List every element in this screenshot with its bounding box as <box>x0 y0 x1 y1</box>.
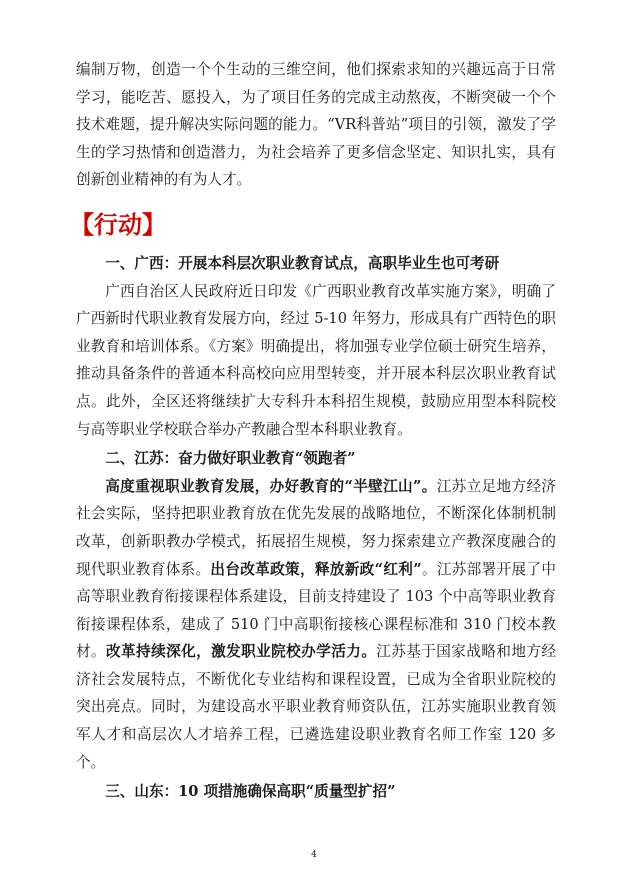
jiangsu-text-2: 。江苏部署开展了中高等职业教育衔接课程体系建设，目前支持建设了 103 个中高等职业教育衔接课程体系，建成了 510 门中高职衔接核心课程标准和 310 门校本教材。 <box>76 560 556 661</box>
shandong-heading: 三、山东：10 项措施确保高职“质量型扩招” <box>105 783 396 801</box>
jiangsu-bold-1: 高度重视职业教育发展，办好教育的“半壁江山”。 <box>105 477 437 495</box>
section-title-action: 【行动】 <box>70 210 166 239</box>
jiangsu-bold-2: 出台改革政策，释放新政“红利” <box>210 560 422 578</box>
jiangsu-paragraph <box>76 473 556 777</box>
guangxi-heading: 一、广西：开展本科层次职业教育试点，高职毕业生也可考研 <box>105 254 500 272</box>
guangxi-paragraph: 广西自治区人民政府近日印发《广西职业教育改革实施方案》，明确了广西新时代职业教育发展方向，经过 5-10 年努力，形成具有广西特色的职业教育和培训体系。《方案》明确提出，将加强专业学位硕士研究生培养，推动具备条件的普通本科高校向应用型转变，并开展本科层次职业教育试点。此外，全区还将继续扩大专科升本科招生规模，鼓励应用型本科院校与高等职业学校联合举办产教融合型本科职业教育。 <box>76 282 556 438</box>
jiangsu-heading: 二、江苏：奋力做好职业教育“领跑者” <box>105 450 356 468</box>
document-body <box>70 56 556 806</box>
jiangsu-text-3: 江苏基于国家战略和地方经济社会发展特点，不断优化专业结构和课程设置，已成为全省职业院校的突出亮点。同时，为建设高水平职业教育师资队伍，江苏实施职业教育领军人才和高层次人才培养工程，已遴选建设职业教育名师工作室 120 多个。 <box>76 643 556 771</box>
page-number: 4 <box>311 850 317 860</box>
jiangsu-text-1: 江苏立足地方经济社会实际，坚持把职业教育放在优先发展的战略地位，不断深化体制机制改革，创新职教办学模式，拓展招生规模，努力探索建立产教深度融合的现代职业教育体系。 <box>76 477 556 578</box>
intro-paragraph: 编制万物，创造一个个生动的三维空间，他们探索求知的兴趣远高于日常学习，能吃苦、愿投入，为了项目任务的完成主动熬夜，不断突破一个个技术难题，提升解决实际问题的能力。“VR科普站”项目的引领，激发了学生的学习热情和创造潜力，为社会培养了更多信念坚定、知识扎实，具有创新创业精神的有为人才。 <box>76 61 556 189</box>
jiangsu-bold-3: 改革持续深化，激发职业院校办学活力。 <box>106 643 377 661</box>
